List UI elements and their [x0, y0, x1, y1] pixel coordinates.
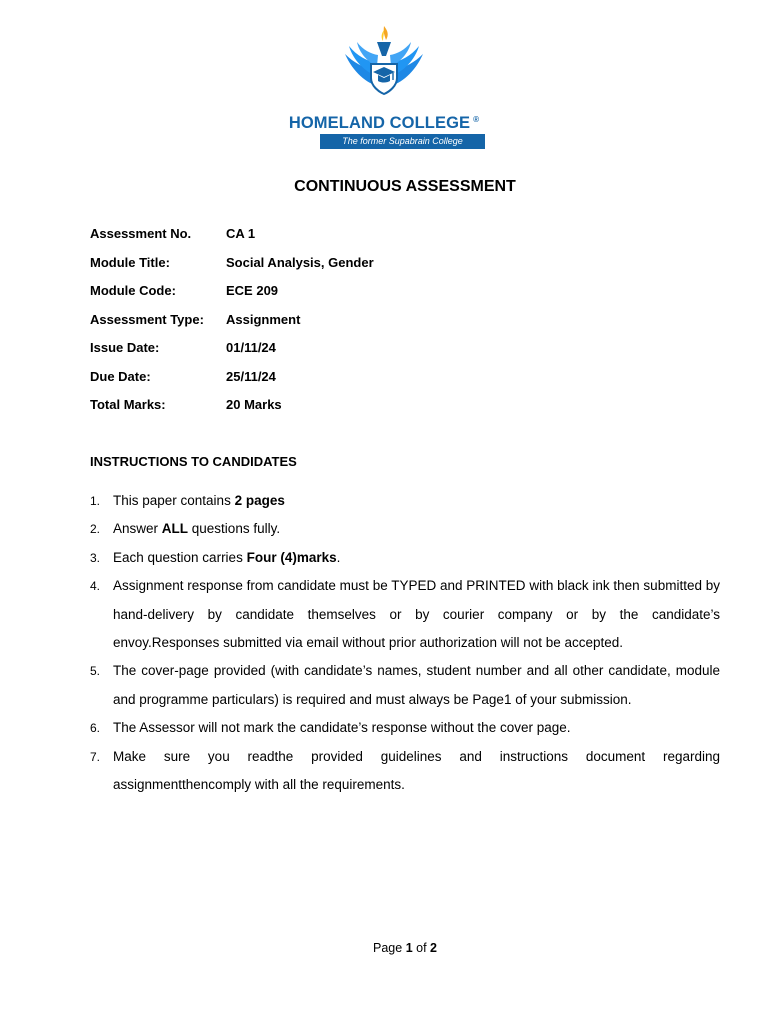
registered-mark: ®	[473, 114, 480, 124]
college-name: HOMELAND COLLEGE ®	[288, 114, 480, 132]
assessment-details	[90, 226, 374, 426]
list-text: Make sure you readthe provided guidelines and instructions document regarding assignmentthencomply with all the requirements.	[113, 748, 720, 793]
detail-label: Module Title:	[90, 254, 170, 270]
detail-value: ECE 209	[226, 283, 279, 298]
list-text: Answer ALL questions fully.	[113, 521, 281, 537]
detail-row	[90, 369, 374, 398]
detail-value: 20 Marks	[226, 397, 282, 412]
detail-value: 25/11/24	[226, 368, 276, 384]
detail-label: Module Code:	[90, 283, 176, 298]
list-item	[90, 714, 720, 742]
list-text: This paper contains 2 pages	[113, 493, 285, 508]
detail-value: Social Analysis, Gender	[226, 254, 374, 270]
detail-row	[90, 340, 374, 369]
detail-label: Issue Date:	[90, 340, 160, 355]
detail-label: Assessment No.	[90, 226, 192, 241]
detail-row	[90, 226, 374, 255]
detail-label: Due Date:	[90, 368, 151, 384]
college-tagline: The former Supabrain College	[320, 134, 485, 149]
list-item	[90, 487, 720, 515]
list-text: The cover-page provided (with candidate’s names, student number and all other candidate, module and programme particulars) is required and must always be Page1 of your submission.	[113, 663, 720, 707]
detail-label: Total Marks:	[90, 397, 166, 412]
list-item	[90, 544, 720, 572]
document-title: CONTINUOUS ASSESSMENT	[294, 178, 516, 195]
list-item	[90, 657, 720, 714]
list-number: 2.	[90, 522, 101, 537]
detail-value: CA 1	[226, 226, 256, 241]
detail-value: Assignment	[226, 311, 301, 327]
list-text: Each question carries Four (4)marks.	[113, 549, 341, 565]
list-item	[90, 572, 720, 657]
instructions-list	[90, 487, 720, 799]
detail-label: Assessment Type:	[90, 311, 204, 327]
detail-row	[90, 255, 374, 284]
detail-row	[90, 283, 374, 312]
detail-row	[90, 312, 374, 341]
page-number: Page 1 of 2	[373, 941, 437, 955]
college-logo	[0, 20, 768, 146]
list-number: 5.	[90, 664, 101, 679]
list-text: Assignment response from candidate must be TYPED and PRINTED with black ink then submitted by hand-delivery by candidate themselves or by courier company or by the candidate’s envoy.Responses submitted via email without prior authorization will not be accepted.	[113, 578, 720, 651]
list-number: 6.	[90, 721, 101, 736]
list-item	[90, 743, 720, 800]
list-number: 3.	[90, 550, 101, 565]
list-item	[90, 515, 720, 543]
list-number: 4.	[90, 579, 101, 594]
instructions-heading: INSTRUCTIONS TO CANDIDATES	[90, 454, 297, 469]
detail-row	[90, 397, 374, 426]
detail-value: 01/11/24	[226, 340, 276, 355]
college-emblem-icon	[339, 20, 429, 104]
list-text: The Assessor will not mark the candidate’s response without the cover page.	[113, 720, 571, 736]
list-number: 1.	[90, 494, 101, 508]
list-number: 7.	[90, 749, 101, 764]
